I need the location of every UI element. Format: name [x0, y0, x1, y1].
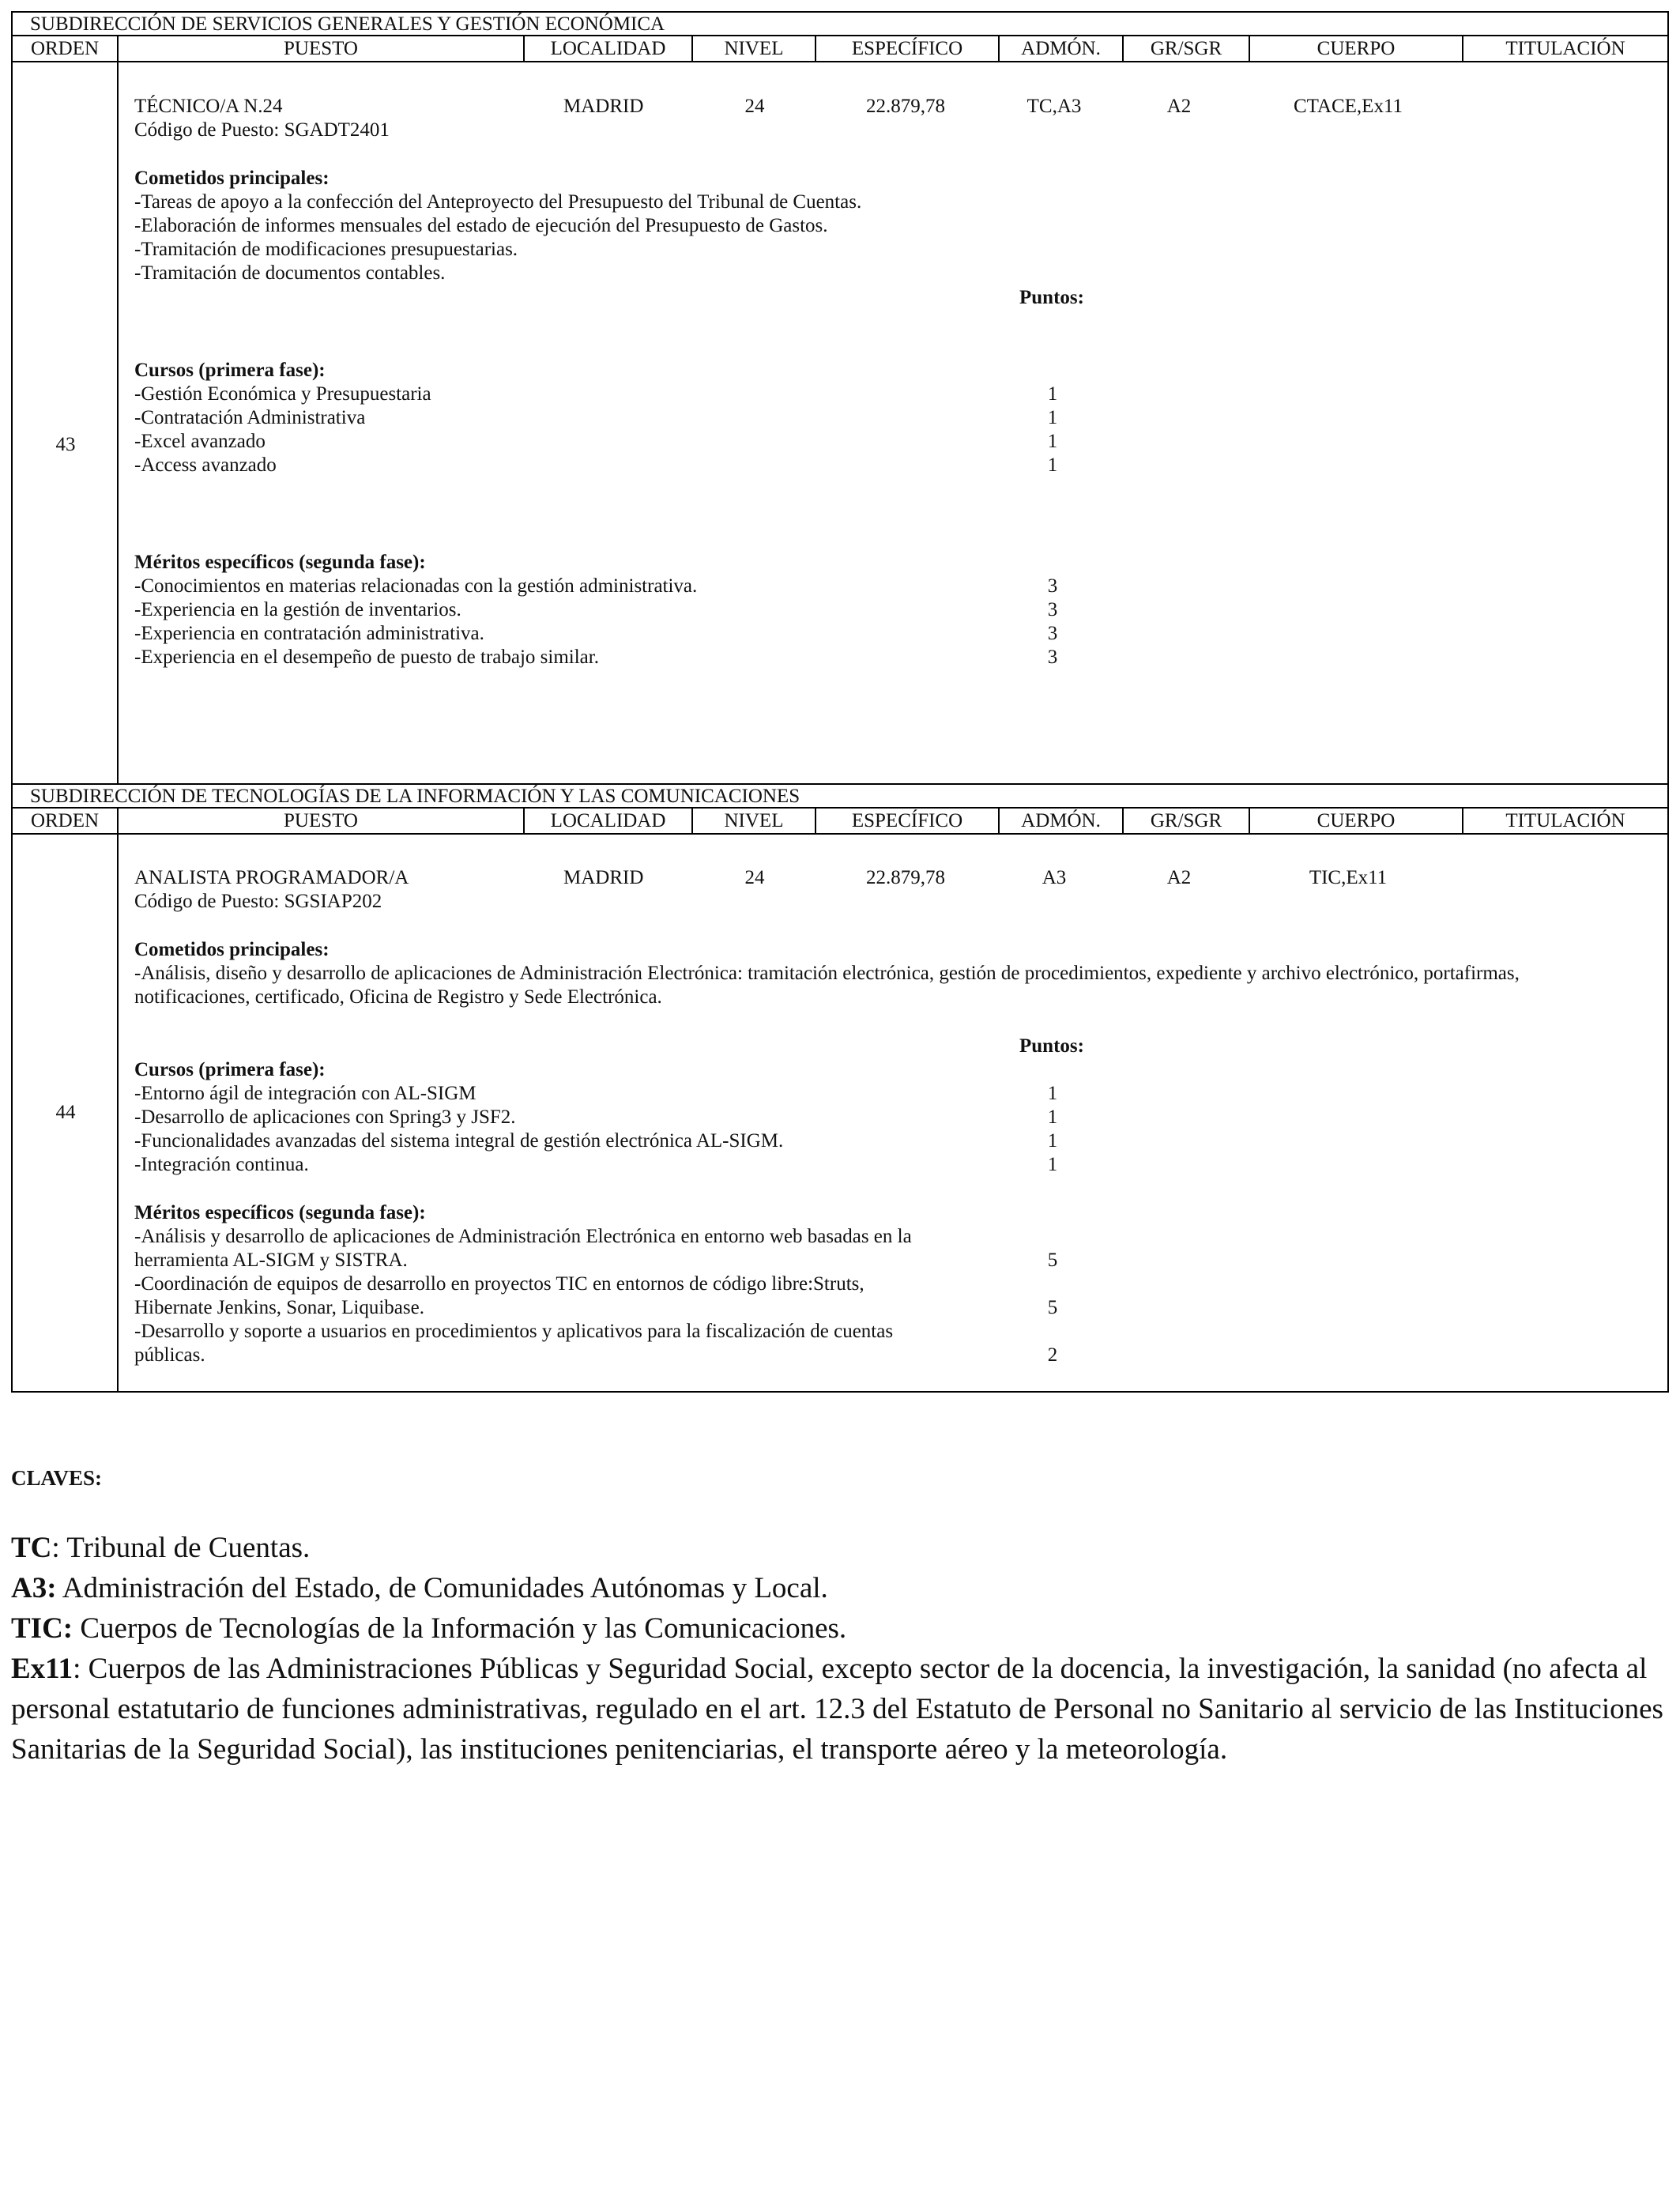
merito-points: 3 [1047, 575, 1058, 597]
clave-text: Administración del Estado, de Comunidades Autónomas y Local. [62, 1572, 828, 1604]
curso-points: 1 [1047, 1083, 1058, 1104]
col-puesto: PUESTO [119, 36, 525, 61]
clave-item [11, 1528, 1671, 1568]
puesto-title: ANALISTA PROGRAMADOR/A [134, 867, 409, 888]
especifico-value: 22.879,78 [866, 96, 945, 117]
cometidos-label: Cometidos principales: [134, 939, 330, 960]
claves-list [11, 1528, 1671, 1770]
merito-item: -Desarrollo y soporte a usuarios en procedimientos y aplicativos para la fiscalización de cuentas [134, 1321, 894, 1342]
curso-item: -Integración continua. [134, 1154, 309, 1175]
clave-key: TC [11, 1532, 52, 1564]
cometido-item: -Tareas de apoyo a la confección del Anteproyecto del Presupuesto del Tribunal de Cuentas. [134, 191, 862, 213]
puesto-code: Código de Puesto: SGSIAP202 [134, 891, 382, 912]
col-localidad: LOCALIDAD [525, 36, 693, 61]
cometido-item: -Tramitación de modificaciones presupuestarias. [134, 239, 518, 260]
merito-points: 3 [1047, 647, 1058, 668]
col-admon: ADMÓN. [1000, 809, 1124, 833]
admon-value: A3 [1042, 867, 1067, 888]
nivel-value: 24 [744, 96, 765, 117]
curso-item: -Funcionalidades avanzadas del sistema integral de gestión electrónica AL-SIGM. [134, 1130, 784, 1152]
merito-points: 5 [1047, 1297, 1058, 1318]
merito-item-cont: Hibernate Jenkins, Sonar, Liquibase. [134, 1297, 424, 1318]
curso-points: 1 [1047, 383, 1058, 405]
order-number: 43 [55, 434, 76, 455]
curso-points: 1 [1047, 1106, 1058, 1128]
curso-item: -Excel avanzado [134, 431, 266, 452]
section-tecnologias-informacion [11, 783, 1669, 1393]
curso-item: -Access avanzado [134, 454, 277, 476]
col-admon: ADMÓN. [1000, 36, 1124, 61]
clave-text: Cuerpos de Tecnologías de la Información y las Comunicaciones. [80, 1612, 847, 1645]
col-orden: ORDEN [13, 36, 119, 61]
especifico-value: 22.879,78 [866, 867, 945, 888]
curso-item: -Gestión Económica y Presupuestaria [134, 383, 431, 405]
cursos-label: Cursos (primera fase): [134, 1059, 326, 1080]
cuerpo-value: TIC,Ex11 [1309, 867, 1388, 888]
clave-sep: : [51, 1532, 67, 1564]
cometido-item: -Elaboración de informes mensuales del estado de ejecución del Presupuesto de Gastos. [134, 215, 828, 236]
col-nivel: NIVEL [693, 36, 816, 61]
meritos-label: Méritos específicos (segunda fase): [134, 552, 426, 573]
col-grsgr: GR/SGR [1124, 36, 1250, 61]
section-title: SUBDIRECCIÓN DE TECNOLOGÍAS DE LA INFORMACIÓN Y LAS COMUNICACIONES [13, 785, 1667, 809]
col-puesto: PUESTO [119, 809, 525, 833]
order-cell [13, 62, 119, 783]
merito-points: 3 [1047, 623, 1058, 644]
clave-item [11, 1608, 1671, 1649]
nivel-value: 24 [744, 867, 765, 888]
clave-sep [57, 1572, 62, 1604]
meritos-label: Méritos específicos (segunda fase): [134, 1202, 426, 1223]
curso-points: 1 [1047, 1130, 1058, 1152]
col-orden: ORDEN [13, 809, 119, 833]
cuerpo-value: CTACE,Ex11 [1293, 96, 1403, 117]
col-especifico: ESPECÍFICO [816, 36, 1000, 61]
clave-text: Cuerpos de las Administraciones Públicas y Seguridad Social, excepto sector de la docencia, la investigación, la sanidad (no afecta al personal estatutario de funciones administrativas, regulado en el art. 12.3 del Estatuto de Personal no Sanitario al servicio de las Instituciones Sanitarias de la Seguridad Social), las instituciones penitenciarias, el transporte aéreo y la meteorología. [11, 1653, 1663, 1766]
clave-key: Ex11 [11, 1653, 73, 1685]
merito-item-cont: públicas. [134, 1344, 205, 1366]
merito-item: -Experiencia en el desempeño de puesto de trabajo similar. [134, 647, 599, 668]
cometido-item: notificaciones, certificado, Oficina de Registro y Sede Electrónica. [134, 986, 662, 1008]
cometidos-label: Cometidos principales: [134, 168, 330, 189]
curso-points: 1 [1047, 1154, 1058, 1175]
admon-value: TC,A3 [1026, 96, 1082, 117]
curso-points: 1 [1047, 431, 1058, 452]
merito-points: 2 [1047, 1344, 1058, 1366]
localidad-value: MADRID [563, 867, 644, 888]
col-cuerpo: CUERPO [1250, 36, 1463, 61]
cometido-item: -Análisis, diseño y desarrollo de aplicaciones de Administración Electrónica: tramitación electrónica, gestión de procedimientos, expediente y archivo electrónico, portafirmas, [134, 963, 1520, 984]
grsgr-value: A2 [1166, 96, 1192, 117]
col-cuerpo: CUERPO [1250, 809, 1463, 833]
col-localidad: LOCALIDAD [525, 809, 693, 833]
cometido-item: -Tramitación de documentos contables. [134, 262, 446, 284]
column-header-row [13, 36, 1667, 62]
order-cell [13, 835, 119, 1391]
puesto-title: TÉCNICO/A N.24 [134, 96, 283, 117]
clave-text: Tribunal de Cuentas. [66, 1532, 311, 1564]
col-grsgr: GR/SGR [1124, 809, 1250, 833]
row-body [13, 62, 1667, 783]
merito-item: -Coordinación de equipos de desarrollo en proyectos TIC en entornos de código libre:Struts, [134, 1273, 864, 1295]
clave-sep: : [73, 1653, 89, 1685]
curso-item: -Contratación Administrativa [134, 407, 366, 428]
clave-item [11, 1649, 1671, 1770]
merito-item: -Análisis y desarrollo de aplicaciones de Administración Electrónica en entorno web basadas en la [134, 1226, 912, 1247]
merito-points: 5 [1047, 1250, 1058, 1271]
cursos-label: Cursos (primera fase): [134, 360, 326, 381]
merito-points: 3 [1047, 599, 1058, 620]
clave-item [11, 1568, 1671, 1608]
col-nivel: NIVEL [693, 809, 816, 833]
localidad-value: MADRID [563, 96, 644, 117]
clave-key: A3: [11, 1572, 57, 1604]
column-header-row [13, 809, 1667, 835]
grsgr-value: A2 [1166, 867, 1192, 888]
merito-item: -Experiencia en contratación administrativa. [134, 623, 484, 644]
row-body [13, 835, 1667, 1391]
puntos-label: Puntos: [1019, 287, 1084, 308]
curso-item: -Entorno ágil de integración con AL-SIGM [134, 1083, 477, 1104]
merito-item-cont: herramienta AL-SIGM y SISTRA. [134, 1250, 408, 1271]
order-number: 44 [55, 1102, 76, 1123]
puesto-code: Código de Puesto: SGADT2401 [134, 119, 390, 141]
col-especifico: ESPECÍFICO [816, 809, 1000, 833]
curso-points: 1 [1047, 407, 1058, 428]
claves-heading: CLAVES: [11, 1466, 103, 1490]
clave-sep [73, 1612, 80, 1645]
col-titulacion: TITULACIÓN [1505, 810, 1625, 831]
merito-item: -Conocimientos en materias relacionadas con la gestión administrativa. [134, 575, 698, 597]
curso-item: -Desarrollo de aplicaciones con Spring3 y JSF2. [134, 1106, 516, 1128]
curso-points: 1 [1047, 454, 1058, 476]
merito-item: -Experiencia en la gestión de inventarios. [134, 599, 461, 620]
puntos-label: Puntos: [1019, 1035, 1084, 1057]
col-titulacion: TITULACIÓN [1505, 38, 1625, 59]
section-servicios-generales [11, 11, 1669, 785]
clave-key: TIC: [11, 1612, 73, 1645]
section-title: SUBDIRECCIÓN DE SERVICIOS GENERALES Y GESTIÓN ECONÓMICA [13, 13, 1667, 36]
